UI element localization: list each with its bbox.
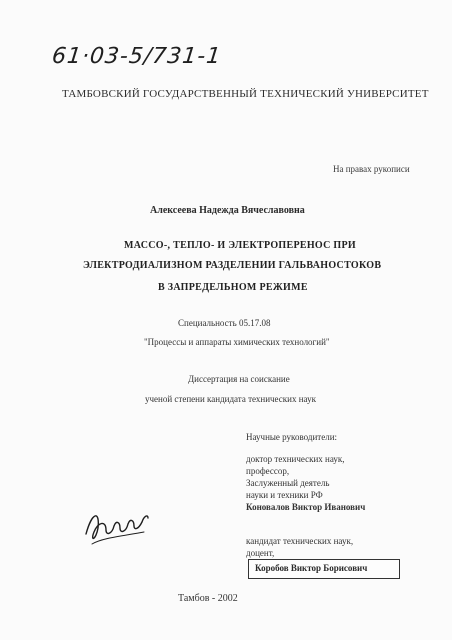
advisor-rank: профессор,: [246, 466, 290, 476]
title-line-1: МАССО-, ТЕПЛО- И ЭЛЕКТРОПЕРЕНОС ПРИ: [124, 240, 356, 251]
manuscript-note: На правах рукописи: [333, 164, 410, 174]
dissertation-line-2: ученой степени кандидата технических наук: [145, 394, 316, 404]
specialty-code: Специальность 05.17.08: [178, 318, 271, 328]
dissertation-line-1: Диссертация на соискание: [188, 374, 290, 384]
specialty-name: "Процессы и аппараты химических технологий": [144, 337, 330, 347]
second-advisor-degree: кандидат технических наук,: [246, 536, 354, 546]
author-name: Алексеева Надежда Вячеславовна: [150, 205, 305, 216]
title-line-2: ЭЛЕКТРОДИАЛИЗНОМ РАЗДЕЛЕНИИ ГАЛЬВАНОСТОКОВ: [83, 260, 382, 271]
city-year: Тамбов - 2002: [178, 593, 238, 604]
advisor-name: Коновалов Виктор Иванович: [246, 502, 366, 512]
advisor-degree: доктор технических наук,: [246, 454, 345, 464]
second-advisor-rank: доцент,: [246, 548, 275, 558]
advisor-honor-2: науки и техники РФ: [246, 490, 323, 500]
title-line-3: В ЗАПРЕДЕЛЬНОМ РЕЖИМЕ: [158, 282, 308, 293]
consultant-box: [248, 559, 400, 579]
signature-icon: [82, 504, 152, 548]
advisor-honor: Заслуженный деятель: [246, 478, 330, 488]
university-name: ТАМБОВСКИЙ ГОСУДАРСТВЕННЫЙ ТЕХНИЧЕСКИЙ УНИВЕРСИТЕТ: [62, 88, 429, 100]
consultant-name: Коробов Виктор Борисович: [255, 563, 368, 573]
archive-code: 61·03-5/731-1: [50, 44, 223, 69]
advisor-title: Научные руководители:: [246, 432, 338, 442]
